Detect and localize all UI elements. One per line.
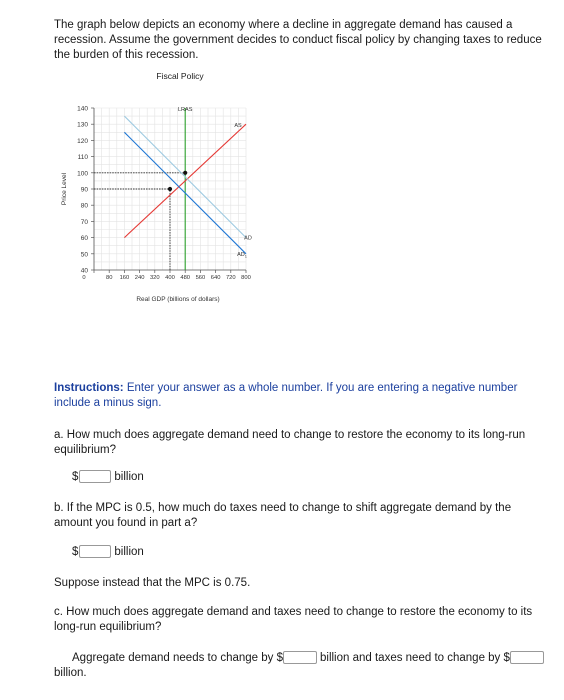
y-tick-label: 60 [80, 235, 88, 243]
y-tick-label: 50 [80, 251, 88, 259]
series-label: LRAS [178, 107, 193, 113]
answer-c-suffix: billion. [54, 667, 87, 679]
instructions-label: Instructions: [54, 382, 124, 394]
x-tick-label: 320 [149, 275, 160, 281]
x-tick-label: 0 [82, 275, 86, 281]
unit-label: billion [114, 471, 144, 483]
x-tick-label: 640 [210, 275, 221, 281]
y-tick-label: 80 [80, 202, 88, 210]
series-label: AS [234, 123, 242, 130]
chart-axes [91, 108, 246, 273]
y-tick-label: 100 [77, 170, 88, 178]
mpc-statement: Suppose instead that the MPC is 0.75. [54, 577, 251, 589]
question-a: a. How much does aggregate demand need to change to restore the economy to its long-run equilibrium? [54, 429, 526, 456]
currency-symbol: $ [72, 546, 79, 558]
y-tick-label: 90 [80, 186, 88, 194]
equilibrium-point [183, 171, 187, 175]
equilibrium-point [168, 187, 172, 191]
x-tick-label: 720 [225, 275, 236, 281]
x-tick-label: 400 [165, 275, 175, 281]
instructions [54, 381, 549, 411]
y-tick-label: 140 [77, 105, 88, 113]
y-tick-label: 40 [80, 267, 88, 275]
answer-b-input[interactable] [79, 545, 111, 558]
x-tick-label: 160 [119, 275, 130, 281]
y-tick-label: 70 [80, 218, 88, 226]
x-tick-label: 800 [241, 275, 251, 281]
x-tick-label: 240 [134, 275, 145, 281]
y-tick-label: 130 [77, 121, 88, 129]
y-axis-title: Price Level [61, 172, 68, 206]
fiscal-policy-chart [56, 100, 276, 310]
y-tick-label: 110 [77, 154, 88, 162]
answer-a-input[interactable] [79, 470, 111, 483]
answer-c-middle: billion and taxes need to change by $ [320, 652, 510, 664]
answer-c-prefix: Aggregate demand needs to change by $ [72, 652, 283, 664]
answer-c-row [72, 651, 547, 666]
y-tick-label: 120 [77, 137, 88, 145]
x-tick-label: 560 [195, 275, 206, 281]
currency-symbol: $ [72, 471, 79, 483]
x-axis-title: Real GDP (billions of dollars) [136, 296, 220, 303]
unit-label: billion [114, 546, 144, 558]
answer-c-taxes-input[interactable] [510, 651, 544, 664]
figure-title: Fiscal Policy [156, 71, 204, 81]
series-label: AD [244, 235, 252, 242]
x-tick-label: 480 [180, 275, 191, 281]
intro-text: The graph below depicts an economy where a decline in aggregate demand has caused a recession. Assume the government decides to conduct fiscal policy by changing taxes to reduce the burden of this recession. [54, 19, 542, 61]
x-tick-label: 80 [105, 275, 113, 281]
answer-b-row [72, 545, 144, 560]
series-label: $AD_1$ [237, 251, 247, 259]
question-c: c. How much does aggregate demand and taxes need to change to restore the economy to its long-run equilibrium? [54, 606, 533, 633]
answer-c-ad-input[interactable] [283, 651, 317, 664]
answer-a-row [72, 470, 144, 485]
question-b: b. If the MPC is 0.5, how much do taxes need to change to shift aggregate demand by the amount you found in part a? [54, 502, 512, 529]
instructions-text: Enter your answer as a whole number. If you are entering a negative number include a minus sign. [54, 382, 518, 409]
